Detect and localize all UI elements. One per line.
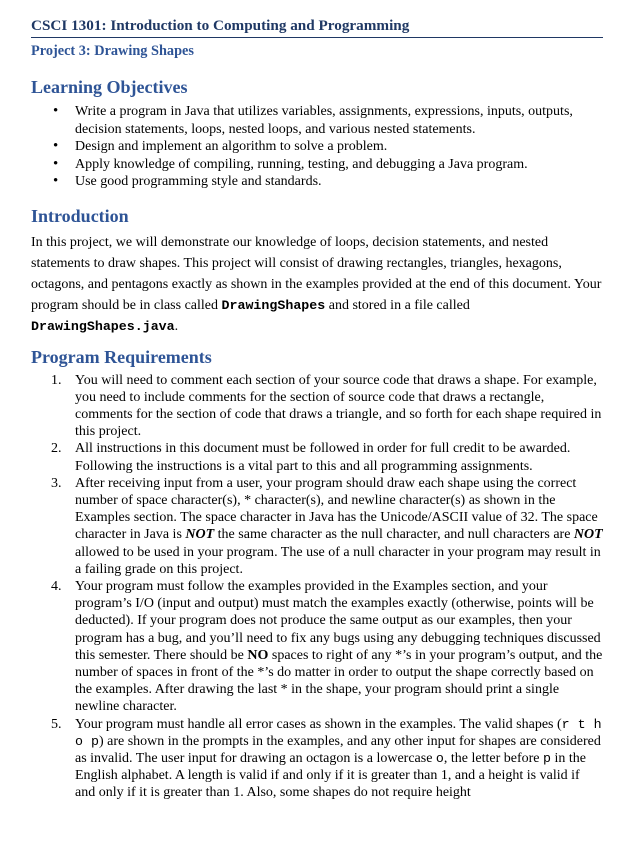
- requirement-text: spaces to right of any *’s in your program’s output, and the number of spaces in front of the *’s do matter in order to output the shape correctly based on the examples. After drawing the last * in the shape, your program should print a single newline character.: [75, 647, 603, 715]
- introduction-paragraph: [31, 232, 603, 337]
- requirement-text: Your program must follow the examples provided in the Examples section, and your program’s I/O (input and output) must match the examples exactly (otherwise, points will be deducted). If your program does not produce the same output as our examples, then your program has a bug, and you’ll need to fix any bugs using any debugging techniques discussed this semester. There should be: [75, 578, 601, 663]
- header-divider: [31, 37, 603, 38]
- intro-text: .: [174, 318, 179, 334]
- requirement-text: in the English alphabet. A length is valid if and only if it is greater than 1, and a height is valid if and only if it is greater than 1. Also, some shapes do not require height: [75, 750, 587, 801]
- requirement-text: Your program must handle all error cases as shown in the examples. The valid shapes (: [75, 716, 562, 732]
- course-title: CSCI 1301: Introduction to Computing and Programming: [31, 17, 410, 34]
- emphasis-not: NOT: [185, 527, 215, 543]
- requirement-text: You will need to comment each section of your source code that draws a shape. For example, you need to include comments for the section of source code that draws a rectangle, comments for the section of code that draws a triangle, and so forth for each shape required in this project.: [75, 372, 602, 440]
- objectives-list: [31, 103, 603, 191]
- requirement-text: , the letter before: [443, 750, 544, 766]
- pentagon-code: p: [543, 750, 552, 766]
- learning-objectives-heading: Learning Objectives: [31, 77, 188, 97]
- objective-item: • Write a program in Java that utilizes variables, assignments, expressions, inputs, outputs, decision statements, loops, nested loops, and various nested statements.: [75, 103, 603, 138]
- octagon-code: o: [435, 750, 444, 766]
- intro-text: and stored in a file called: [325, 297, 470, 313]
- emphasis-not: NOT: [573, 527, 603, 543]
- project-title: Project 3: Drawing Shapes: [31, 43, 194, 59]
- requirement-number: 2.: [51, 441, 62, 457]
- file-name-code: DrawingShapes.java: [31, 318, 175, 334]
- requirement-text: allowed to be used in your program. The use of a null character in your program may result in a failing grade on this project.: [75, 544, 601, 577]
- requirement-number: 4.: [51, 578, 62, 594]
- requirement-item: [51, 716, 603, 802]
- requirement-text: After receiving input from a user, your program should draw each shape using the correct number of space character(s), * character(s), and newline character(s) as shown in the Examples section. The space character in Java has the Unicode/ASCII value of 32. The space character in Java is: [75, 475, 598, 543]
- requirement-item: [51, 578, 603, 716]
- requirement-item: [51, 475, 603, 578]
- requirement-item: [51, 372, 603, 441]
- class-name-code: DrawingShapes: [221, 297, 326, 313]
- objective-item: • Use good programming style and standards.: [75, 173, 603, 191]
- emphasis-no: NO: [247, 647, 269, 663]
- requirement-number: 1.: [51, 372, 62, 388]
- requirement-text: ) are shown in the prompts in the examples, and any other input for shapes are considered as invalid. The user input for drawing an octagon is a lowercase: [75, 733, 601, 766]
- requirements-list: [31, 372, 603, 802]
- requirement-number: 5.: [51, 716, 62, 732]
- intro-text: In this project, we will demonstrate our knowledge of loops, decision statements, and nested statements to draw shapes. This project will consist of drawing rectangles, triangles, hexagons, octagons, and pentagons exactly as shown in the examples provided at the end of this document. Your program should be in class called: [31, 234, 602, 313]
- requirement-text: the same character as the null character, and null characters are: [214, 527, 574, 543]
- document-page: [31, 16, 603, 802]
- shape-codes: r t h o p: [75, 716, 602, 749]
- objective-item: • Design and implement an algorithm to solve a problem.: [75, 138, 603, 156]
- objective-item: • Apply knowledge of compiling, running, testing, and debugging a Java program.: [75, 156, 603, 174]
- introduction-heading: Introduction: [31, 205, 129, 226]
- requirement-number: 3.: [51, 475, 62, 491]
- requirement-text: All instructions in this document must be followed in order for full credit to be awarded. Following the instructions is a vital part to this and all programming assignments.: [75, 441, 571, 474]
- requirement-item: [51, 440, 603, 474]
- program-requirements-heading: Program Requirements: [31, 346, 212, 367]
